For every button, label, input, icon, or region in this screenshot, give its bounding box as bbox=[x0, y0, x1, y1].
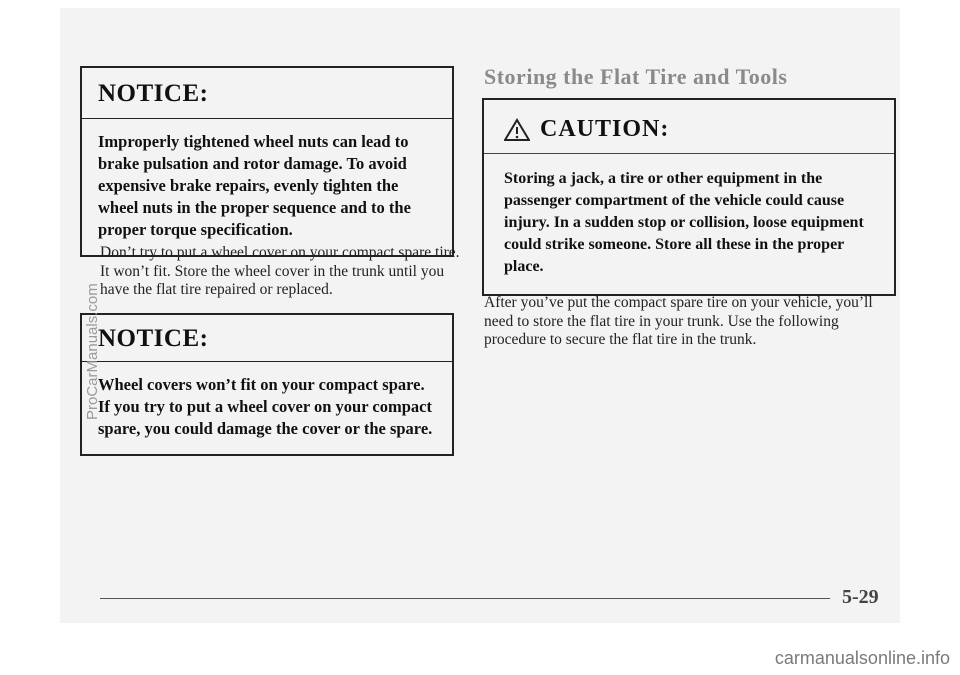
notice-heading: NOTICE: bbox=[82, 315, 452, 362]
caution-header bbox=[484, 100, 894, 154]
manual-page bbox=[60, 8, 900, 623]
wheel-cover-paragraph: Don’t try to put a wheel cover on your compact spare tire. It won’t fit. Store the wheel cover in the trunk until you have the flat tire repaired or replaced. bbox=[100, 244, 460, 298]
caution-box bbox=[482, 98, 896, 296]
notice-heading: NOTICE: bbox=[82, 68, 452, 119]
notice-box-wheel-covers bbox=[80, 313, 454, 456]
caution-text: Storing a jack, a tire or other equipment in the passenger compartment of the vehicle could cause injury. In a sudden stop or collision, loose equipment could strike someone. Store all these in the proper place. bbox=[504, 170, 864, 275]
caution-heading: CAUTION: bbox=[540, 116, 670, 142]
footer-divider bbox=[100, 598, 830, 599]
notice-text: Improperly tightened wheel nuts can lead to brake pulsation and rotor damage. To avoid expensive brake repairs, evenly tighten the wheel nuts in the proper sequence and to the proper torque specification. bbox=[98, 132, 411, 239]
notice-box-wheel-nuts bbox=[80, 66, 454, 257]
page-number: 5-29 bbox=[842, 586, 879, 608]
section-title: Storing the Flat Tire and Tools bbox=[484, 64, 788, 89]
bottom-watermark: carmanualsonline.info bbox=[774, 648, 950, 668]
storing-flat-tire-paragraph: After you’ve put the compact spare tire on your vehicle, you’ll need to store the flat tire in your trunk. Use the following procedure to secure the flat tire in the trunk. bbox=[484, 294, 873, 348]
warning-triangle-icon bbox=[504, 118, 530, 142]
side-watermark: ProCarManuals.com bbox=[84, 283, 101, 420]
notice-text: Wheel covers won’t fit on your compact spare. If you try to put a wheel cover on your compact spare, you could damage the cover or the spare. bbox=[98, 375, 433, 438]
